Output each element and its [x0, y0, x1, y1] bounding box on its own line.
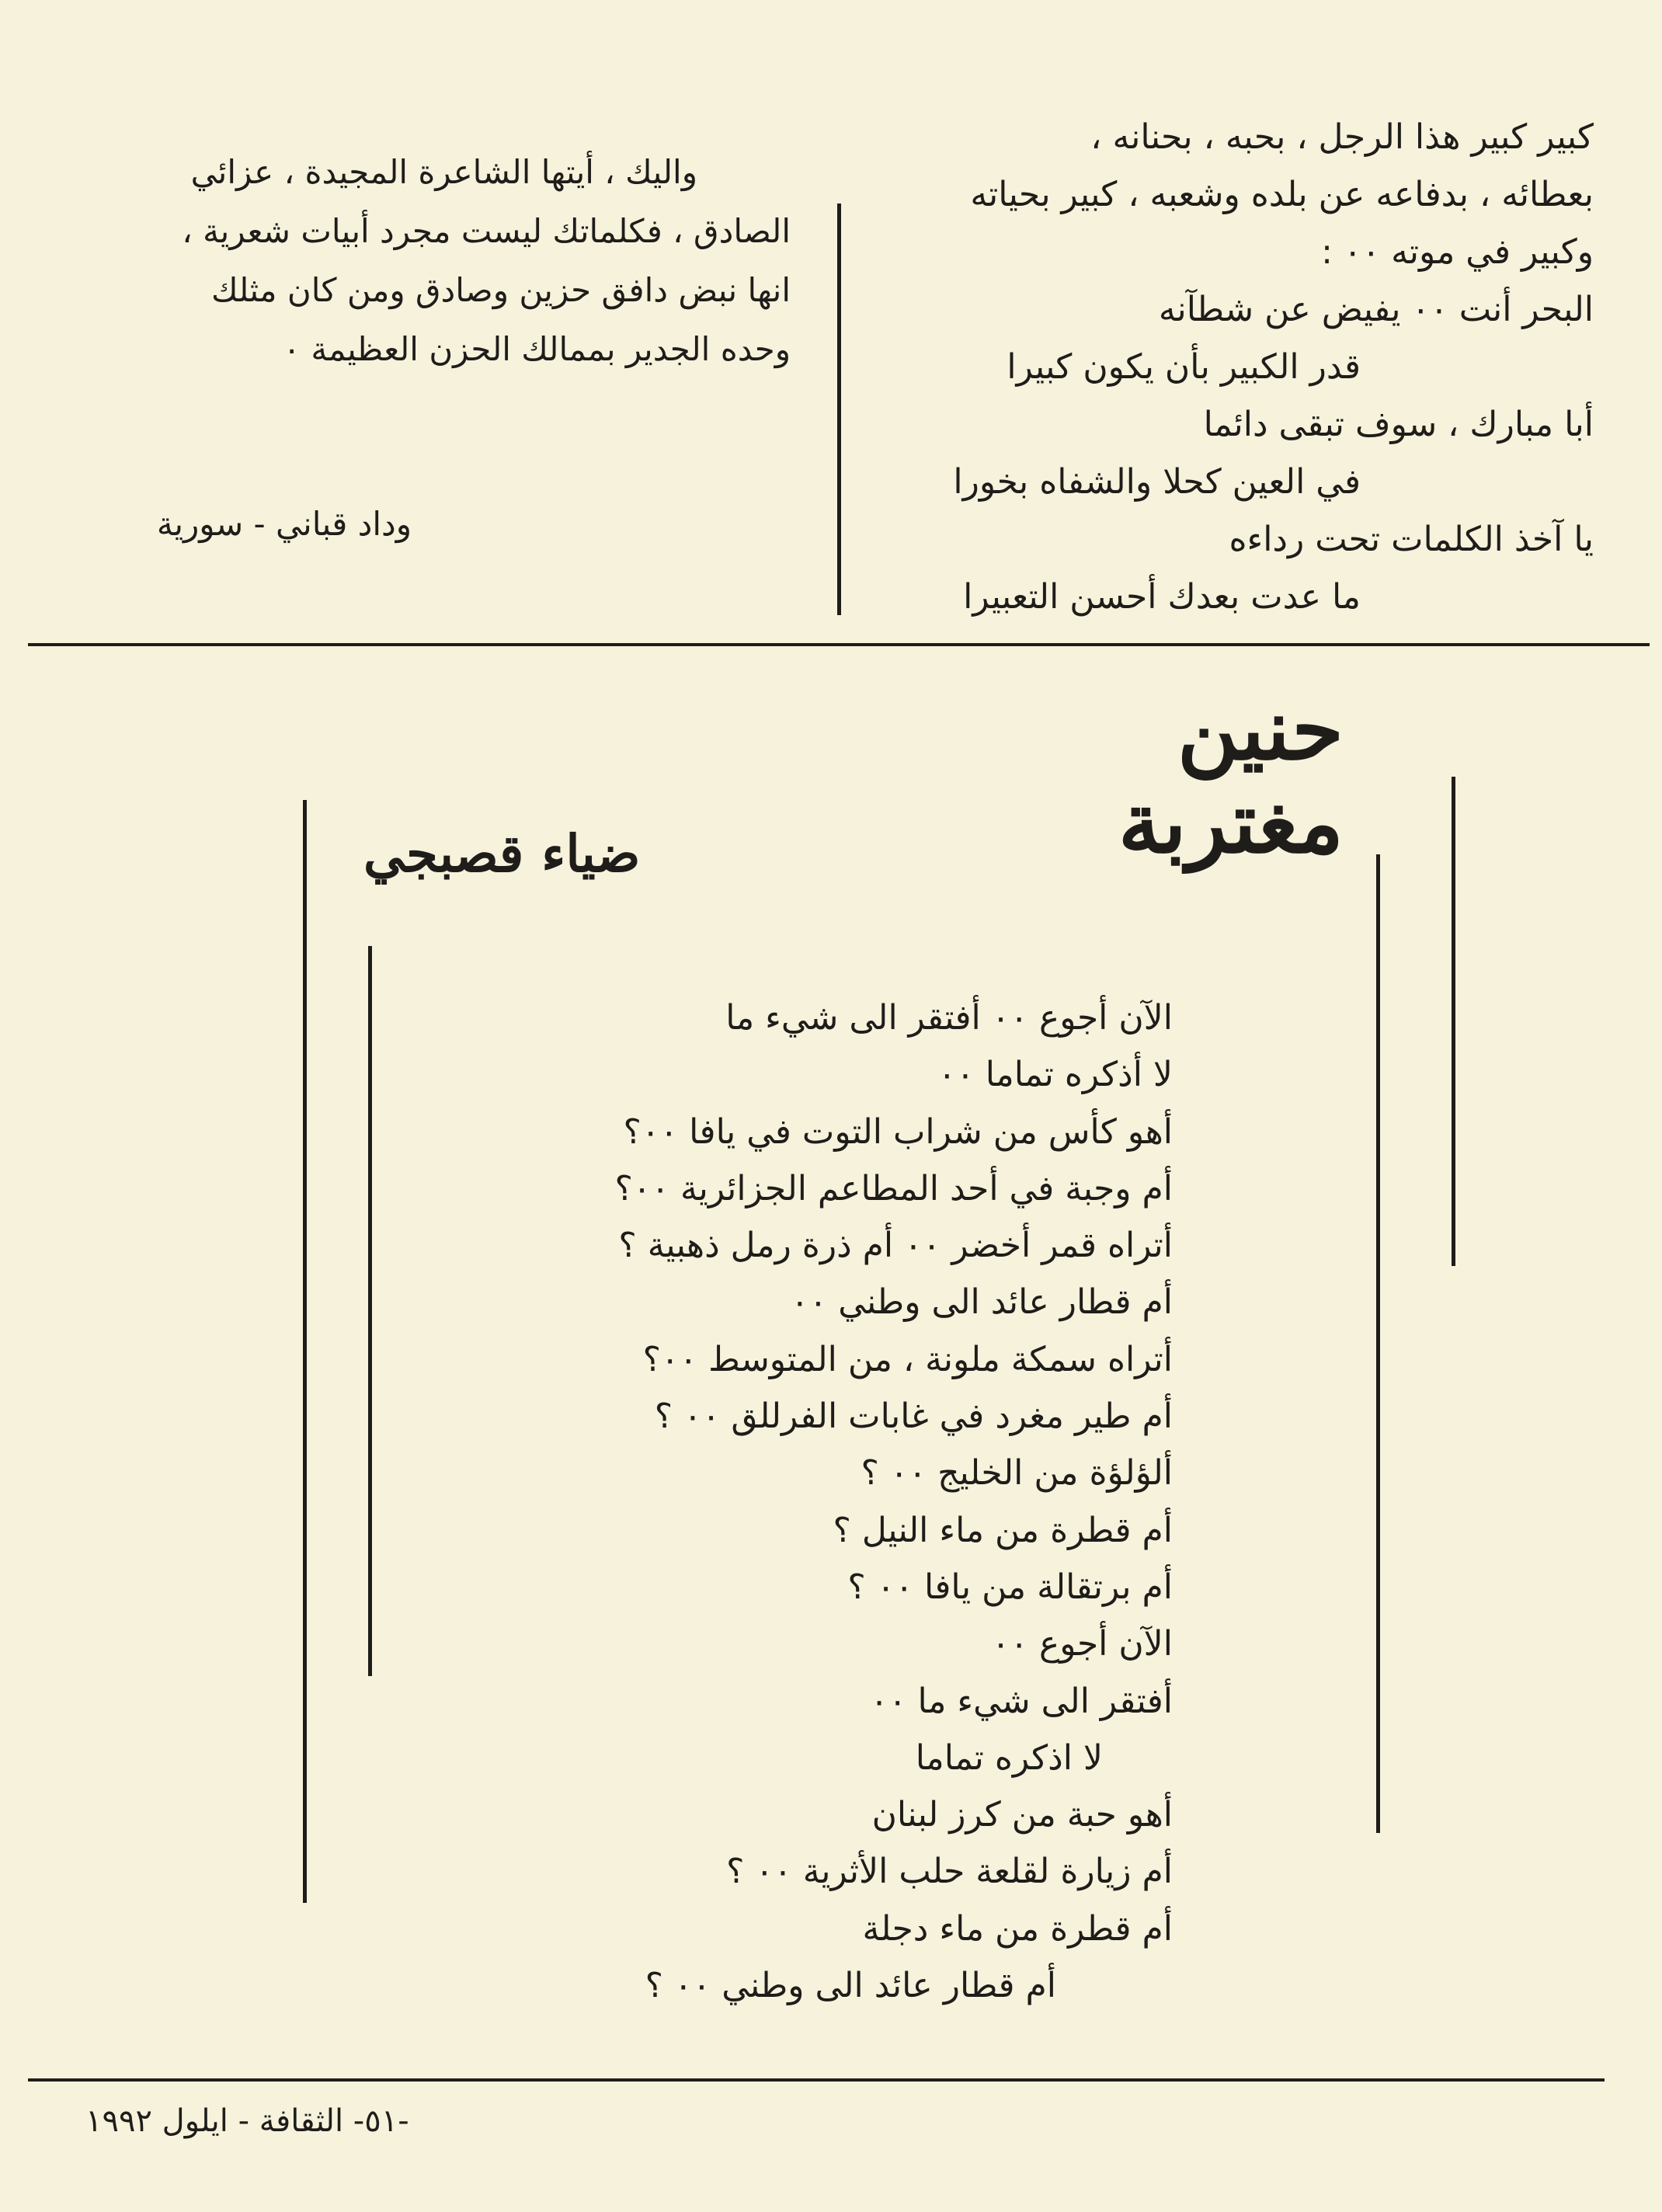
column-divider — [837, 203, 841, 615]
poem-line: أم وجبة في أحد المطاعم الجزائرية ٠٠؟ — [614, 1168, 1173, 1209]
poem-line: الآن أجوع ٠٠ — [991, 1624, 1173, 1664]
poem-line: أهو كأس من شراب التوت في يافا ٠٠؟ — [623, 1111, 1173, 1152]
poem-title-line: حنين — [1177, 681, 1344, 779]
poem-line: أم زيارة لقلعة حلب الأثرية ٠٠ ؟ — [726, 1852, 1173, 1892]
verse-line: ما عدت بعدك أحسن التعبيرا — [963, 577, 1361, 617]
condolence-paragraph — [68, 143, 791, 379]
poem-line: أم قطار عائد الى وطني ٠٠ ؟ — [645, 1966, 1056, 2006]
text-line: البحر أنت ٠٠ يفيض عن شطآنه — [1158, 290, 1594, 329]
poem-line: لا أذكره تماما ٠٠ — [937, 1055, 1173, 1095]
frame-line — [303, 800, 307, 1903]
footer-divider — [28, 2078, 1605, 2082]
poem-line: أم قطار عائد الى وطني ٠٠ — [791, 1282, 1173, 1323]
poem-line: أم قطرة من ماء النيل ؟ — [833, 1510, 1173, 1550]
text-line: وكبير في موته ٠٠ : — [1321, 232, 1594, 272]
section-divider — [28, 643, 1650, 646]
poem-title-line: مغتربة — [1118, 774, 1344, 872]
verse-line: في العين كحلا والشفاه بخورا — [953, 462, 1361, 502]
poem-line: الآن أجوع ٠٠ أفتقر الى شيء ما — [725, 998, 1173, 1038]
page-footer: -٥١- الثقافة - ايلول ١٩٩٢ — [85, 2103, 409, 2139]
top-right-poem-excerpt — [817, 109, 1594, 626]
text-line: بعطائه ، بدفاعه عن بلده وشعبه ، كبير بحياته — [970, 175, 1594, 214]
frame-line — [1376, 854, 1380, 1833]
poem-line: لا اذكره تماما — [915, 1737, 1103, 1778]
signature: وداد قباني - سورية — [156, 505, 412, 543]
poem-line: أفتقر الى شيء ما ٠٠ — [870, 1681, 1173, 1721]
verse-line: أبا مبارك ، سوف تبقى دائما — [1203, 405, 1594, 444]
poem-title — [1118, 683, 1344, 870]
poem-line: أم طير مغرد في غابات الفرللق ٠٠ ؟ — [654, 1396, 1173, 1437]
poem-line: أتراه قمر أخضر ٠٠ أم ذرة رمل ذهبية ؟ — [618, 1226, 1173, 1266]
poem-line: أم برتقالة من يافا ٠٠ ؟ — [847, 1567, 1173, 1607]
poem-line: أتراه سمكة ملونة ، من المتوسط ٠٠؟ — [642, 1339, 1173, 1379]
text-line: وحده الجدير بممالك الحزن العظيمة ٠ — [283, 330, 791, 368]
poem-line: أهو حبة من كرز لبنان — [871, 1795, 1173, 1835]
poem-line: ألؤلؤة من الخليج ٠٠ ؟ — [861, 1453, 1173, 1494]
verse-line: يا آخذ الكلمات تحت رداءه — [1229, 520, 1594, 559]
poem-body — [318, 989, 1173, 2014]
poem-author: ضياء قصبجي — [363, 823, 641, 884]
text-line: الصادق ، فكلماتك ليست مجرد أبيات شعرية ، — [182, 212, 791, 250]
poem-line: أم قطرة من ماء دجلة — [862, 1908, 1173, 1949]
text-line: واليك ، أيتها الشاعرة المجيدة ، عزائي — [190, 153, 697, 191]
text-line: كبير كبير هذا الرجل ، بحبه ، بحنانه ، — [1090, 117, 1594, 157]
frame-line — [1452, 777, 1455, 1266]
verse-line: قدر الكبير بأن يكون كبيرا — [1007, 347, 1361, 387]
text-line: انها نبض دافق حزين وصادق ومن كان مثلك — [211, 271, 791, 309]
